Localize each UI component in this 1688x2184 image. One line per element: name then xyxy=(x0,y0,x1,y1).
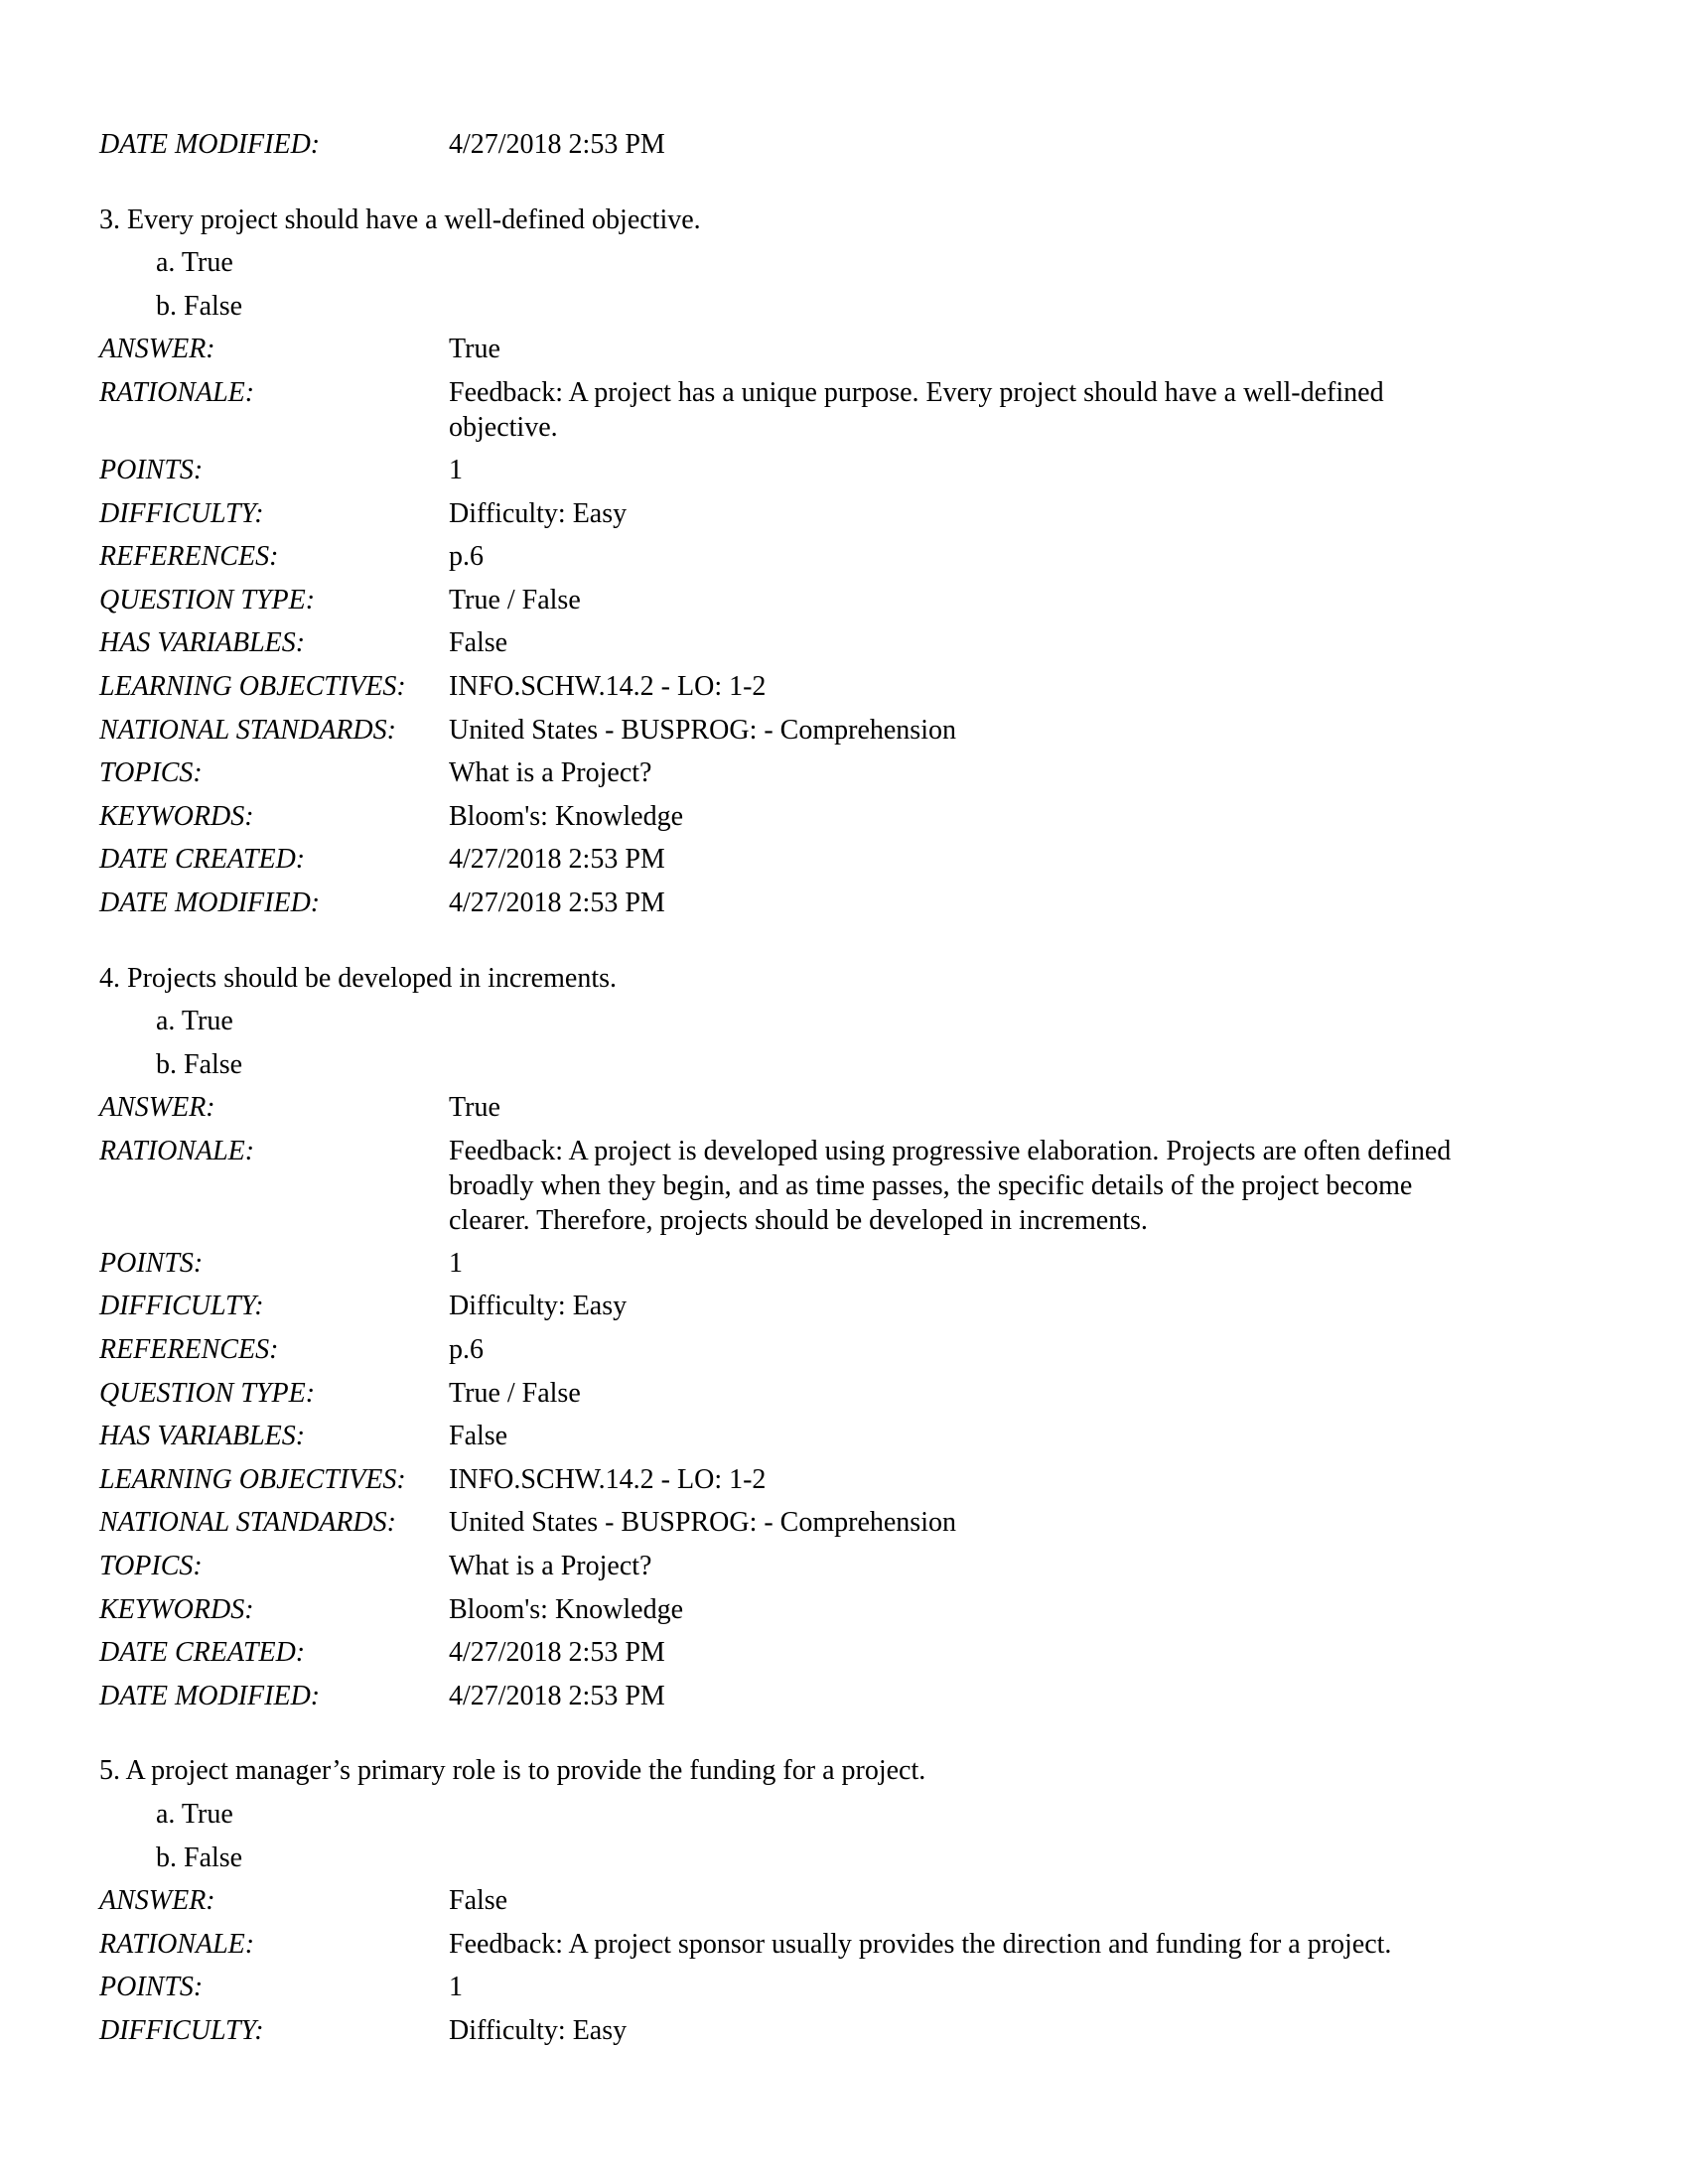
field-value xyxy=(449,371,1601,449)
field-value: False xyxy=(449,1885,508,1917)
field-row-has-variables xyxy=(99,621,1609,665)
field-value: Difficulty: Easy xyxy=(449,1291,628,1322)
field-value: Difficulty: Easy xyxy=(449,2014,628,2046)
field-value: 1 xyxy=(449,454,463,485)
field-value xyxy=(449,1923,1601,1966)
rationale-line: objective. xyxy=(449,411,558,443)
field-row-answer xyxy=(99,1086,1609,1130)
field-label: TOPICS: xyxy=(99,1551,203,1582)
field-label: QUESTION TYPE: xyxy=(99,1377,316,1409)
field-row-points xyxy=(99,1242,1609,1286)
field-row-topics xyxy=(99,751,1609,795)
field-value: What is a Project? xyxy=(449,757,652,789)
field-label: POINTS: xyxy=(99,1972,204,2003)
field-row-learning-objectives xyxy=(99,665,1609,709)
field-value: 4/27/2018 2:53 PM xyxy=(449,887,665,918)
field-value: 4/27/2018 2:53 PM xyxy=(449,129,665,160)
answer-option: b. False xyxy=(156,290,243,322)
field-label: DIFFICULTY: xyxy=(99,2014,264,2046)
field-row-rationale xyxy=(99,1130,1609,1242)
field-value: Bloom's: Knowledge xyxy=(449,800,684,832)
field-label: NATIONAL STANDARDS: xyxy=(99,714,396,746)
field-row-points xyxy=(99,449,1609,492)
rationale-line: clearer. Therefore, projects should be developed in increments. xyxy=(449,1204,1148,1236)
answer-option: a. True xyxy=(156,247,233,279)
field-value: True xyxy=(449,1092,500,1124)
field-value: United States - BUSPROG: - Comprehension xyxy=(449,1507,956,1539)
field-value: True / False xyxy=(449,1377,581,1409)
field-value: United States - BUSPROG: - Comprehension xyxy=(449,714,956,746)
field-row-points xyxy=(99,1966,1609,2009)
field-value: Difficulty: Easy xyxy=(449,497,628,529)
question-text: 5. A project manager’s primary role is to provide the funding for a project. xyxy=(99,1755,926,1787)
question-block xyxy=(99,199,1609,925)
question-text: 3. Every project should have a well-defined objective. xyxy=(99,204,701,235)
question-block xyxy=(99,1749,1609,2052)
field-row-references xyxy=(99,1328,1609,1372)
rationale-line: broadly when they begin, and as time passes, the specific details of the project become xyxy=(449,1169,1413,1201)
field-row-keywords xyxy=(99,1588,1609,1632)
field-row-date-modified xyxy=(99,1675,1609,1718)
field-value: p.6 xyxy=(449,541,484,573)
field-label: RATIONALE: xyxy=(99,376,255,408)
field-value: False xyxy=(449,627,508,659)
field-label: DATE CREATED: xyxy=(99,844,306,876)
field-value: INFO.SCHW.14.2 - LO: 1-2 xyxy=(449,670,767,702)
field-row-date-modified xyxy=(99,123,1609,167)
field-row-answer xyxy=(99,328,1609,371)
rationale-line: Feedback: A project is developed using progressive elaboration. Projects are often defined xyxy=(449,1135,1452,1166)
field-label: DIFFICULTY: xyxy=(99,1291,264,1322)
answer-option: b. False xyxy=(156,1048,243,1080)
field-row-question-type xyxy=(99,1372,1609,1416)
field-label: DATE CREATED: xyxy=(99,1637,306,1669)
field-label: DATE MODIFIED: xyxy=(99,887,321,918)
field-value: 4/27/2018 2:53 PM xyxy=(449,844,665,876)
field-row-rationale xyxy=(99,371,1609,449)
field-label: ANSWER: xyxy=(99,1885,215,1917)
field-label: RATIONALE: xyxy=(99,1928,255,1960)
field-value xyxy=(449,1130,1601,1242)
field-value: INFO.SCHW.14.2 - LO: 1-2 xyxy=(449,1463,767,1495)
field-row-date-created xyxy=(99,838,1609,882)
field-row-date-created xyxy=(99,1631,1609,1675)
field-row-difficulty xyxy=(99,492,1609,536)
field-label: NATIONAL STANDARDS: xyxy=(99,1507,396,1539)
field-value: Bloom's: Knowledge xyxy=(449,1593,684,1625)
rationale-line: Feedback: A project has a unique purpose. Every project should have a well-defined xyxy=(449,376,1384,408)
field-row-difficulty xyxy=(99,2009,1609,2053)
field-value: 1 xyxy=(449,1247,463,1279)
question-block xyxy=(99,957,1609,1718)
field-row-has-variables xyxy=(99,1415,1609,1458)
field-row-keywords xyxy=(99,795,1609,839)
field-label: ANSWER: xyxy=(99,334,215,365)
field-label: POINTS: xyxy=(99,1247,204,1279)
field-label: POINTS: xyxy=(99,454,204,485)
field-label: REFERENCES: xyxy=(99,1334,279,1366)
field-value: True / False xyxy=(449,584,581,615)
question-document xyxy=(99,123,1609,2053)
question-text: 4. Projects should be developed in increments. xyxy=(99,962,617,994)
field-row-references xyxy=(99,535,1609,579)
field-row-answer xyxy=(99,1879,1609,1923)
field-label: TOPICS: xyxy=(99,757,203,789)
field-label: DIFFICULTY: xyxy=(99,497,264,529)
field-row-topics xyxy=(99,1545,1609,1588)
field-label: HAS VARIABLES: xyxy=(99,627,306,659)
field-label: ANSWER: xyxy=(99,1092,215,1124)
field-row-question-type xyxy=(99,579,1609,622)
field-row-date-modified xyxy=(99,882,1609,925)
field-value: 4/27/2018 2:53 PM xyxy=(449,1637,665,1669)
field-label: LEARNING OBJECTIVES: xyxy=(99,670,406,702)
field-value: 1 xyxy=(449,1972,463,2003)
field-label: HAS VARIABLES: xyxy=(99,1421,306,1452)
field-label: KEYWORDS: xyxy=(99,1593,254,1625)
answer-option: a. True xyxy=(156,1799,233,1830)
field-label: LEARNING OBJECTIVES: xyxy=(99,1463,406,1495)
field-value: 4/27/2018 2:53 PM xyxy=(449,1680,665,1711)
field-value: False xyxy=(449,1421,508,1452)
field-row-rationale xyxy=(99,1923,1609,1967)
field-label: DATE MODIFIED: xyxy=(99,129,321,160)
field-row-national-standards xyxy=(99,709,1609,752)
field-row-national-standards xyxy=(99,1501,1609,1545)
answer-option: a. True xyxy=(156,1006,233,1037)
field-row-learning-objectives xyxy=(99,1458,1609,1502)
field-label: REFERENCES: xyxy=(99,541,279,573)
field-value: What is a Project? xyxy=(449,1551,652,1582)
field-label: QUESTION TYPE: xyxy=(99,584,316,615)
answer-option: b. False xyxy=(156,1842,243,1873)
field-label: DATE MODIFIED: xyxy=(99,1680,321,1711)
field-row-difficulty xyxy=(99,1285,1609,1328)
field-label: KEYWORDS: xyxy=(99,800,254,832)
field-label: RATIONALE: xyxy=(99,1135,255,1166)
field-value: True xyxy=(449,334,500,365)
field-value: p.6 xyxy=(449,1334,484,1366)
rationale-line: Feedback: A project sponsor usually provides the direction and funding for a project. xyxy=(449,1928,1392,1960)
